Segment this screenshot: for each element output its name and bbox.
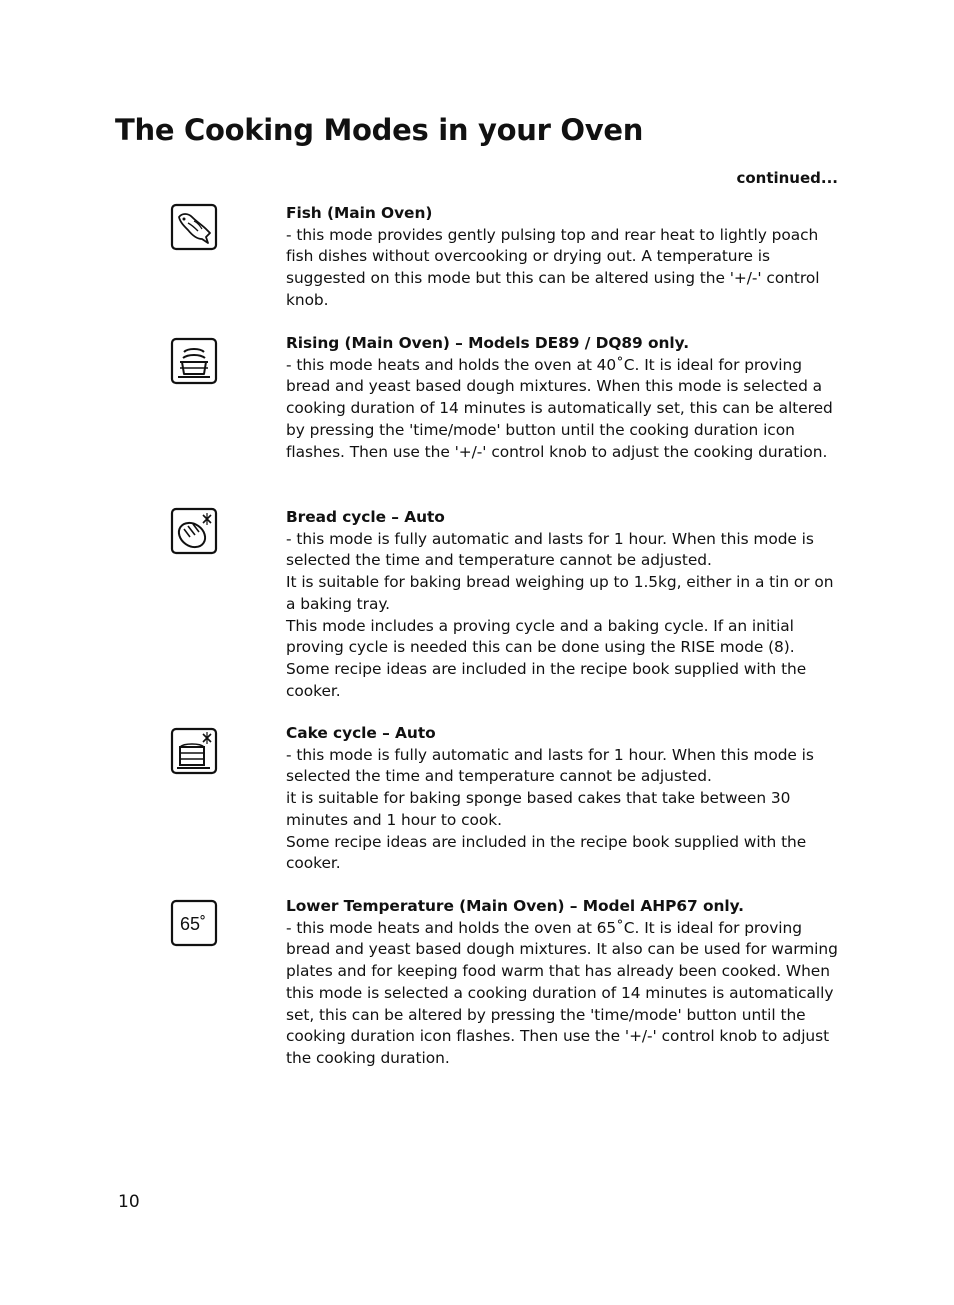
mode-paragraph: - this mode heats and holds the oven at 40˚C. It is ideal for proving bread and yeast based dough mixtures. When this mode is selected a cooking duration of 14 minutes is automatically set, this can be altered by pressing the 'time/mode' button until the cooking duration icon flashes. Then use the '+/-' control knob to adjust the cooking duration.: [286, 355, 833, 461]
mode-bread-cycle-text: [286, 507, 846, 702]
continued-label: continued...: [736, 169, 838, 187]
mode-paragraph: This mode includes a proving cycle and a baking cycle. If an initial proving cycle is needed this can be done using the RISE mode (8).: [286, 616, 795, 657]
mode-title: Lower Temperature (Main Oven) – Model AHP67 only.: [286, 897, 744, 915]
mode-paragraph: It is suitable for baking bread weighing up to 1.5kg, either in a tin or on a baking tray.: [286, 573, 834, 613]
lower-temperature-icon: [170, 899, 218, 947]
mode-title: Fish (Main Oven): [286, 204, 433, 222]
mode-lower-temperature-text: [286, 896, 846, 1070]
cake-icon: [170, 727, 218, 775]
mode-paragraph: Some recipe ideas are included in the recipe book supplied with the cooker.: [286, 659, 807, 700]
mode-paragraph: - this mode is fully automatic and lasts for 1 hour. When this mode is selected the time and temperature cannot be adjusted.: [286, 529, 814, 570]
mode-paragraph: it is suitable for baking sponge based cakes that take between 30 minutes and 1 hour to cook.: [286, 789, 791, 829]
mode-paragraph: - this mode heats and holds the oven at 65˚C. It is ideal for proving bread and yeast based dough mixtures. It also can be used for warming plates and for keeping food warm that has already been cooked. When this mode is selected a cooking duration of 14 minutes is automatically set, this can be altered by pressing the 'time/mode' button until the cooking duration icon flashes. Then use the '+/-' control knob to adjust the cooking duration.: [286, 918, 838, 1067]
mode-title: Bread cycle – Auto: [286, 508, 445, 526]
mode-title: Rising (Main Oven) – Models DE89 / DQ89 only.: [286, 334, 690, 352]
mode-cake-cycle-text: [286, 723, 846, 875]
mode-paragraph: - this mode provides gently pulsing top and rear heat to lightly poach fish dishes without overcooking or drying out. A temperature is suggested on this mode but this can be altered using the '+/-' control knob.: [286, 225, 820, 309]
mode-paragraph: - this mode is fully automatic and lasts for 1 hour. When this mode is selected the time and temperature cannot be adjusted.: [286, 745, 814, 786]
rising-icon: [170, 337, 218, 385]
mode-title: Cake cycle – Auto: [286, 724, 436, 742]
page-title: The Cooking Modes in your Oven: [115, 113, 644, 147]
mode-rising-text: [286, 333, 846, 463]
mode-fish-text: [286, 203, 846, 312]
bread-icon: [170, 507, 218, 555]
fish-icon: [170, 203, 218, 251]
page-number: 10: [118, 1192, 140, 1212]
lower-temperature-icon-label: 65˚: [180, 914, 207, 934]
mode-paragraph: Some recipe ideas are included in the recipe book supplied with the cooker.: [286, 832, 807, 873]
